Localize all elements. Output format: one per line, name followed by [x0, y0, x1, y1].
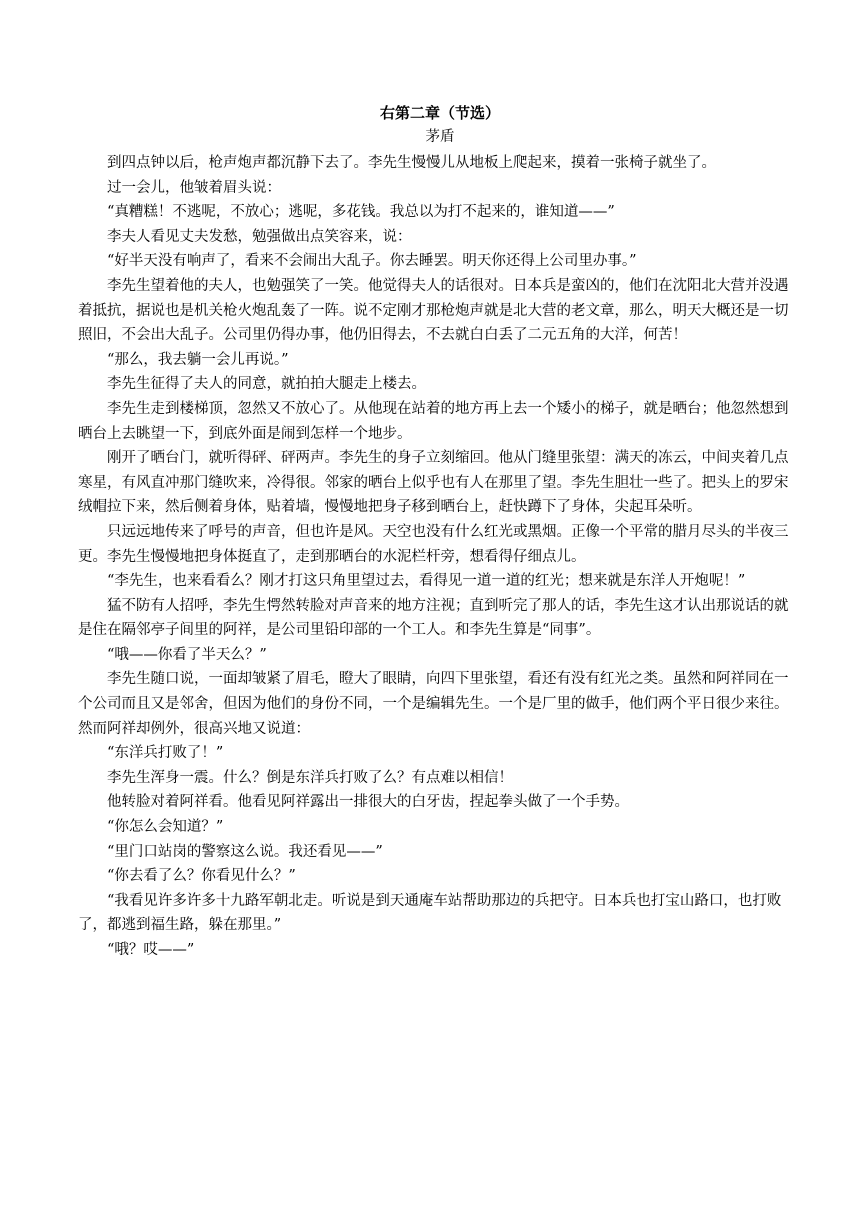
paragraph: 李夫人看见丈夫发愁，勉强做出点笑容来，说： — [107, 228, 412, 245]
paragraph: 李先生随口说，一面却皱紧了眉毛，瞪大了眼睛，向四下里张望，看还有没有红光之类。虽然和阿祥同在一个公司而且又是邻舍，但因为他们的身份不同，一个是编辑先生。一个是厂里的做手，他们两个平日很少来往。然而阿祥却例外，很高兴地又说道： — [78, 671, 789, 737]
paragraph: “好半天没有响声了，看来不会闹出大乱子。你去睡罢。明天你还得上公司里办事。” — [107, 253, 637, 270]
paragraph: 过一会儿，他皱着眉头说： — [107, 179, 281, 196]
paragraph: 李先生走到楼梯顶，忽然又不放心了。从他现在站着的地方再上去一个矮小的梯子，就是晒台；他忽然想到晒台上去眺望一下，到底外面是闹到怎样一个地步。 — [78, 400, 789, 442]
document-body — [78, 151, 802, 963]
paragraph: “我看见许多许多十九路军朝北走。听说是到天通庵车站帮助那边的兵把守。日本兵也打宝山路口，也打败了，都逃到福生路，躲在那里。” — [78, 892, 782, 934]
paragraph: 到四点钟以后，枪声炮声都沉静下去了。李先生慢慢儿从地板上爬起来，摸着一张椅子就坐了。 — [107, 155, 716, 171]
paragraph: “那么，我去躺一会儿再说。” — [107, 351, 289, 368]
paragraph: 只远远地传来了呼号的声音，但也许是风。天空也没有什么红光或黑烟。正像一个平常的腊月尽头的半夜三更。李先生慢慢地把身体挺直了，走到那晒台的水泥栏杆旁，想看得仔细点儿。 — [78, 523, 789, 565]
paragraph: “里门口站岗的警察这么说。我还看见——” — [107, 843, 383, 860]
paragraph: “你去看了么？你看见什么？” — [107, 868, 296, 885]
document-title: 右第二章（节选） — [379, 104, 500, 122]
paragraph: “东洋兵打败了！” — [107, 745, 224, 762]
paragraph: “哦？哎——” — [107, 942, 195, 958]
paragraph: 刚开了晒台门，就听得砰、砰两声。李先生的身子立刻缩回。他从门缝里张望：满天的冻云，中间夹着几点寒星，有风直冲那门缝吹来，冷得很。邻家的晒台上似乎也有人在那里了望。李先生胆壮一些了。把头上的罗宋绒帽拉下来，然后侧着身体，贴着墙，慢慢地把身子移到晒台上，赶快蹲下了身体，尖起耳朵听。 — [78, 450, 789, 516]
paragraph: “真糟糕！不逃呢，不放心；逃呢，多花钱。我总以为打不起来的，谁知道——” — [107, 204, 615, 221]
paragraph: “李先生，也来看看么？刚才打这只角里望过去，看得见一道一道的红光；想来就是东洋人开炮呢！” — [107, 573, 746, 590]
paragraph: 李先生征得了夫人的同意，就拍拍大腿走上楼去。 — [107, 376, 426, 393]
paragraph: 李先生浑身一震。什么？倒是东洋兵打败了么？有点难以相信！ — [107, 769, 513, 786]
document-author: 茅盾 — [425, 129, 455, 145]
paragraph: “你怎么会知道？” — [107, 819, 224, 836]
paragraph: 他转脸对着阿祥看。他看见阿祥露出一排很大的白牙齿，捏起拳头做了一个手势。 — [107, 794, 629, 811]
paragraph: 李先生望着他的夫人，也勉强笑了一笑。他觉得夫人的话很对。日本兵是蛮凶的，他们在沈阳北大营并没遇着抵抗，据说也是机关枪火炮乱轰了一阵。说不定刚才那枪炮声就是北大营的老文章，那么，明天大概还是一切照旧，不会出大乱子。公司里仍得办事，他仍旧得去，不去就白白丢了二元五角的大洋，何苦！ — [78, 277, 789, 344]
paragraph: 猛不防有人招呼，李先生愕然转脸对声音来的地方注视；直到听完了那人的话，李先生这才认出那说话的就是住在隔邻亭子间里的阿祥，是公司里铅印部的一个工人。和李先生算是“同事”。 — [78, 597, 789, 639]
paragraph: “哦——你看了半天么？” — [107, 646, 267, 663]
